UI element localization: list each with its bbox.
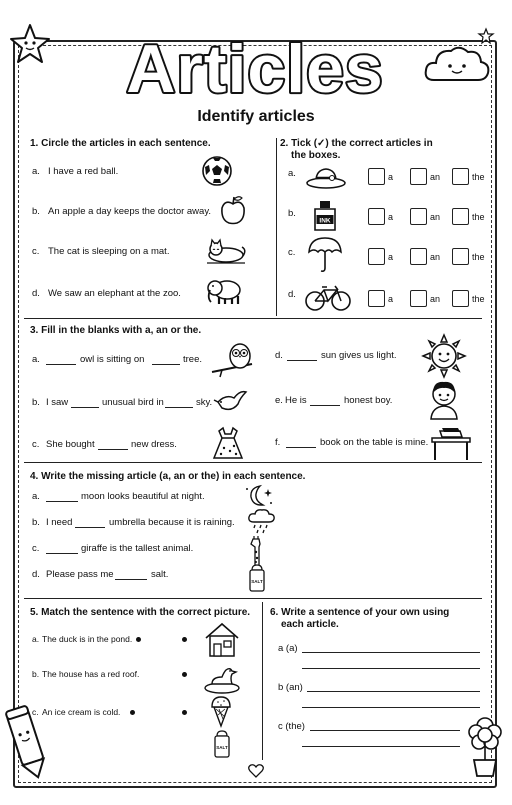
blank-line[interactable] <box>75 527 105 528</box>
s6-prompt: b (an) <box>278 682 303 693</box>
book-table-icon <box>430 422 472 462</box>
title-text <box>95 28 415 108</box>
hat-icon <box>305 164 347 192</box>
s2-label: a. <box>288 168 296 179</box>
blank-line[interactable] <box>115 579 147 580</box>
tick-box[interactable] <box>368 248 385 265</box>
tick-box-label: an <box>430 294 441 304</box>
soccer-ball-icon <box>201 155 233 187</box>
s3-text: unusual bird in <box>102 397 164 408</box>
tick-box-label: a <box>388 294 394 304</box>
blank-line[interactable] <box>310 405 340 406</box>
s3-text: honest boy. <box>344 395 393 406</box>
tick-box-label: a <box>388 212 394 222</box>
cat-icon <box>205 236 247 264</box>
duck-icon <box>204 664 240 694</box>
section2-heading-cont: the boxes. <box>291 150 341 161</box>
svg-text:Articles: Articles <box>126 31 384 107</box>
s5-label: b. <box>32 669 40 679</box>
section-divider <box>276 138 277 316</box>
s3-label: e. <box>275 395 283 406</box>
owl-icon <box>212 342 254 382</box>
section2-heading: 2. Tick (✓) the correct articles in <box>280 138 433 149</box>
tick-box-label: the <box>472 252 485 262</box>
flower-pot-icon <box>462 712 508 780</box>
tick-box[interactable] <box>368 168 385 185</box>
blank-line[interactable] <box>46 553 78 554</box>
s3-label: a. <box>32 354 40 365</box>
answer-line[interactable] <box>302 668 480 669</box>
tick-box-label: a <box>388 172 394 182</box>
s3-label: f. <box>275 437 281 448</box>
s3-text: He is <box>285 395 307 406</box>
answer-line[interactable] <box>307 691 480 692</box>
s4-text: moon looks beautiful at night. <box>81 491 205 502</box>
s1-sentence[interactable]: We saw an elephant at the zoo. <box>48 288 181 299</box>
s1-label: a. <box>32 166 40 177</box>
match-dot[interactable] <box>182 637 187 642</box>
s1-label: d. <box>32 288 40 299</box>
svg-text:INK: INK <box>319 217 331 225</box>
answer-line[interactable] <box>302 746 460 747</box>
s1-label: b. <box>32 206 40 217</box>
umbrella-icon <box>307 236 343 274</box>
s6-prompt: c (the) <box>278 721 305 732</box>
tick-box[interactable] <box>410 168 427 185</box>
section-divider <box>24 462 482 463</box>
subtitle: Identify articles <box>197 108 315 125</box>
s3-text: tree. <box>183 354 203 365</box>
s4-label: a. <box>32 491 40 502</box>
s1-sentence[interactable]: The cat is sleeping on a mat. <box>48 246 170 257</box>
ink-bottle-icon <box>312 200 338 232</box>
tick-box-label: a <box>388 252 394 262</box>
tick-box[interactable] <box>410 208 427 225</box>
tick-box[interactable] <box>452 208 469 225</box>
s3-label: b. <box>32 397 40 408</box>
s1-sentence[interactable]: I have a red ball. <box>48 166 119 177</box>
s2-label: d. <box>288 289 296 300</box>
answer-line[interactable] <box>302 707 480 708</box>
blank-line[interactable] <box>98 449 128 450</box>
s3-text: new dress. <box>131 439 177 450</box>
section-divider <box>24 598 482 599</box>
title-banner <box>95 28 415 108</box>
s3-label: c. <box>32 439 40 450</box>
salt-shaker-icon <box>213 730 231 758</box>
heart-icon <box>248 764 264 778</box>
s5-label: c. <box>32 707 39 717</box>
section-divider <box>24 318 482 319</box>
blank-line[interactable] <box>165 407 193 408</box>
s3-text: She bought <box>46 439 95 450</box>
section-divider <box>262 602 263 760</box>
s3-text: sun gives us light. <box>321 350 397 361</box>
bicycle-icon <box>304 282 352 312</box>
blank-line[interactable] <box>46 501 78 502</box>
tick-box-label: an <box>430 212 441 222</box>
boy-icon <box>428 379 460 419</box>
section1-heading: 1. Circle the articles in each sentence. <box>30 138 211 149</box>
tick-box-label: the <box>472 294 485 304</box>
section6-heading-cont: each article. <box>281 619 339 630</box>
cloud-icon <box>422 42 492 86</box>
s5-sentence: The house has a red roof. <box>42 669 140 679</box>
answer-line[interactable] <box>310 730 460 731</box>
tick-box-label: the <box>472 212 485 222</box>
tick-box-label: an <box>430 252 441 262</box>
tick-box[interactable] <box>452 168 469 185</box>
s4-text: giraffe is the tallest animal. <box>81 543 194 554</box>
s5-label: a. <box>32 634 40 644</box>
blank-line[interactable] <box>287 360 317 361</box>
tick-box-label: the <box>472 172 485 182</box>
tick-box[interactable] <box>368 208 385 225</box>
moon-icon <box>244 484 274 508</box>
s5-sentence: The duck is in the pond. <box>42 634 133 644</box>
s3-text: book on the table is mine. <box>320 437 429 448</box>
section4-heading: 4. Write the missing article (a, an or the) in each sentence. <box>30 471 306 482</box>
small-star-icon <box>478 28 494 44</box>
section5-heading: 5. Match the sentence with the correct picture. <box>30 607 251 618</box>
sun-icon <box>422 334 466 378</box>
star-icon <box>8 22 52 66</box>
elephant-icon <box>205 276 245 306</box>
section6-heading: 6. Write a sentence of your own using <box>270 607 450 618</box>
s4-label: b. <box>32 517 40 528</box>
s5-sentence: An ice cream is cold. <box>42 707 121 717</box>
s4-text: salt. <box>151 569 169 580</box>
section3-heading: 3. Fill in the blanks with a, an or the. <box>30 325 202 336</box>
answer-line[interactable] <box>302 652 480 653</box>
apple-icon <box>219 194 247 226</box>
s3-label: d. <box>275 350 283 361</box>
s2-label: b. <box>288 208 296 219</box>
giraffe-icon <box>245 535 269 565</box>
match-dot[interactable] <box>182 710 187 715</box>
tick-box[interactable] <box>410 290 427 307</box>
ice-cream-icon <box>210 695 232 727</box>
svg-text:SALT: SALT <box>251 579 263 584</box>
tick-box-label: an <box>430 172 441 182</box>
s4-label: c. <box>32 543 40 554</box>
blank-line[interactable] <box>152 364 180 365</box>
bird-icon <box>214 388 248 414</box>
s4-text: Please pass me <box>46 569 114 580</box>
s2-label: c. <box>288 247 296 258</box>
blank-line[interactable] <box>46 364 76 365</box>
s6-prompt: a (a) <box>278 643 298 654</box>
s3-text: owl is sitting on <box>80 354 145 365</box>
s4-text: umbrella because it is raining. <box>109 517 235 528</box>
svg-text:SALT: SALT <box>216 745 228 750</box>
tick-box[interactable] <box>368 290 385 307</box>
s4-label: d. <box>32 569 40 580</box>
match-dot[interactable] <box>136 637 141 642</box>
s4-text: I need <box>46 517 73 528</box>
s3-text: sky. <box>196 397 213 408</box>
rain-cloud-icon <box>247 508 277 534</box>
tick-box[interactable] <box>410 248 427 265</box>
blank-line[interactable] <box>71 407 99 408</box>
house-icon <box>204 622 240 658</box>
match-dot[interactable] <box>130 710 135 715</box>
s1-label: c. <box>32 246 40 257</box>
dress-icon <box>212 426 244 460</box>
tick-box[interactable] <box>452 248 469 265</box>
match-dot[interactable] <box>182 672 187 677</box>
s3-text: I saw <box>46 397 69 408</box>
tick-box[interactable] <box>452 290 469 307</box>
salt-shaker-icon <box>248 564 266 592</box>
blank-line[interactable] <box>286 447 316 448</box>
s1-sentence[interactable]: An apple a day keeps the doctor away. <box>48 206 212 217</box>
